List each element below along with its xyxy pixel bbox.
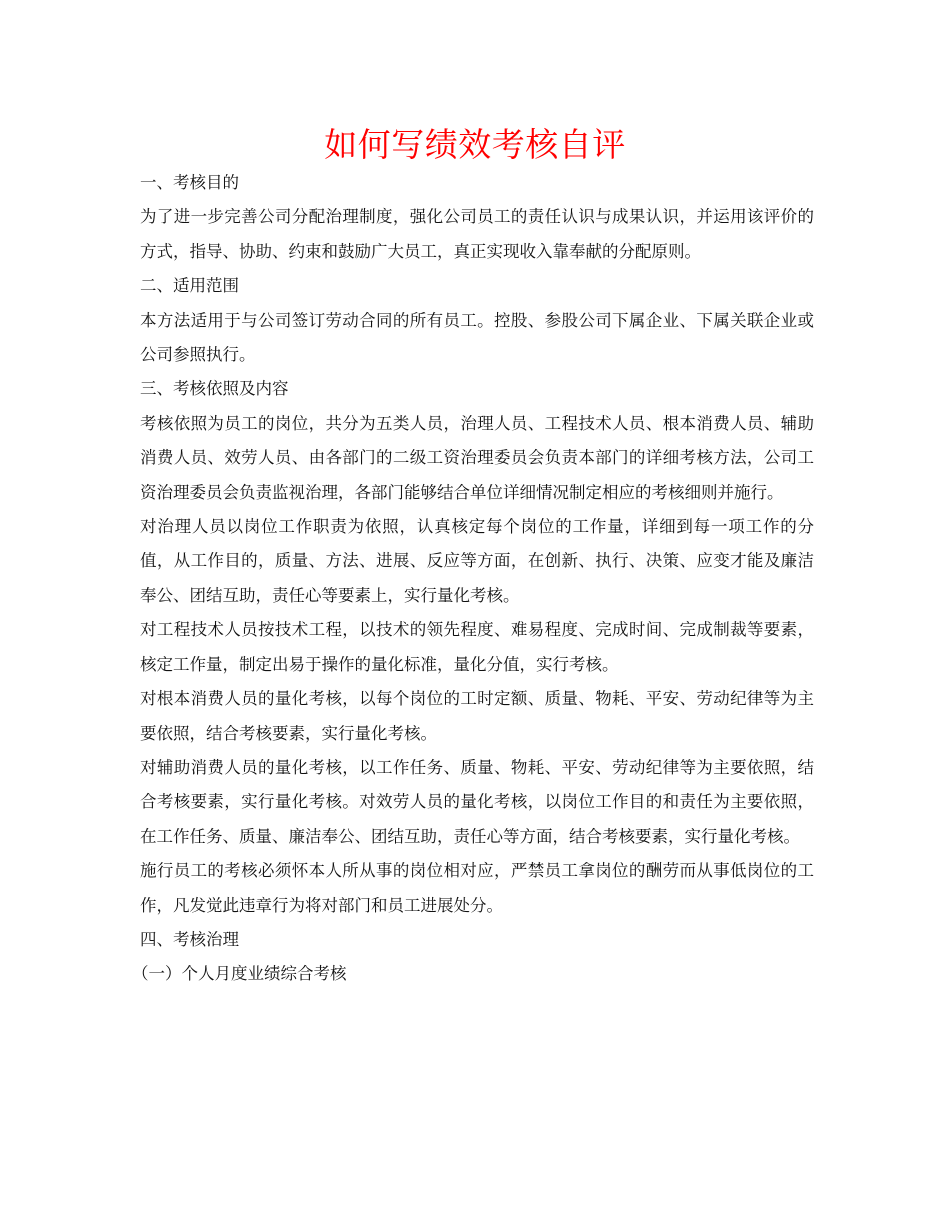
paragraph: 考核依照为员工的岗位，共分为五类人员，治理人员、工程技术人员、根本消费人员、辅助消费人员、效劳人员、由各部门的二级工资治理委员会负责本部门的详细考核方法，公司工资治理委员会负责监视治理，各部门能够结合单位详细情况制定相应的考核细则并施行。 xyxy=(140,413,814,502)
paragraph: 对治理人员以岗位工作职责为依照，认真核定每个岗位的工作量，详细到每一项工作的分值，从工作目的，质量、方法、进展、反应等方面，在创新、执行、决策、应变才能及廉洁奉公、团结互助，责任心等要素上，实行量化考核。 xyxy=(140,517,814,605)
subsection-heading: （一）个人月度业绩综合考核 xyxy=(132,964,347,984)
paragraph: 对辅助消费人员的量化考核，以工作任务、质量、物耗、平安、劳动纪律等为主要依照，结合考核要素，实行量化考核。对效劳人员的量化考核，以岗位工作目的和责任为主要依照，在工作任务、质量、廉洁奉公、团结互助，责任心等方面，结合考核要素，实行量化考核。 xyxy=(140,757,814,846)
document-body xyxy=(132,166,814,992)
paragraph: 施行员工的考核必须怀本人所从事的岗位相对应，严禁员工拿岗位的酬劳而从事低岗位的工作，凡发觉此违章行为将对部门和员工进展处分。 xyxy=(140,861,814,915)
paragraph: 本方法适用于与公司签订劳动合同的所有员工。控股、参股公司下属企业、下属关联企业或公司参照执行。 xyxy=(140,310,814,365)
section-heading-purpose: 一、考核目的 xyxy=(140,173,239,192)
paragraph: 为了进一步完善公司分配治理制度，强化公司员工的责任认识与成果认识，并运用该评价的方式，指导、协助、约束和鼓励广大员工，真正实现收入靠奉献的分配原则。 xyxy=(140,207,814,261)
section-heading-basis: 三、考核依照及内容 xyxy=(140,379,289,399)
section-heading-scope: 二、适用范围 xyxy=(140,276,239,296)
document-title: 如何写绩效考核自评 xyxy=(324,125,626,164)
paragraph: 对工程技术人员按技术工程，以技术的领先程度、难易程度、完成时间、完成制裁等要素，核定工作量，制定出易于操作的量化标准，量化分值，实行考核。 xyxy=(140,620,814,674)
paragraph: 对根本消费人员的量化考核，以每个岗位的工时定额、质量、物耗、平安、劳动纪律等为主要依照，结合考核要素，实行量化考核。 xyxy=(140,689,814,743)
section-heading-management: 四、考核治理 xyxy=(140,929,239,949)
